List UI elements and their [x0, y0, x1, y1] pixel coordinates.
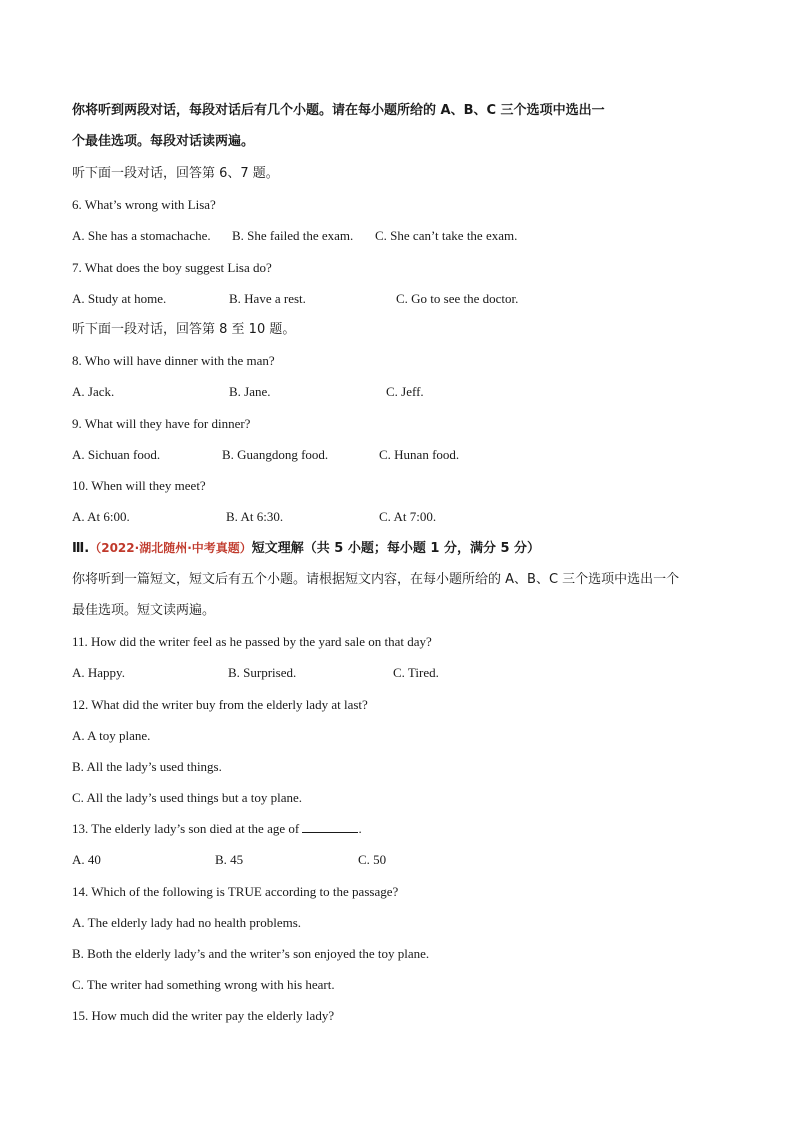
answer-blank [302, 820, 358, 833]
q7-stem: 7. What does the boy suggest Lisa do? [72, 260, 272, 275]
q8-option-c: C. Jeff. [386, 384, 424, 399]
q12-option-c: C. All the lady’s used things but a toy plane. [72, 790, 303, 805]
q14-option-c: C. The writer had something wrong with his heart. [72, 977, 335, 992]
q6-option-b: B. She failed the exam. [232, 228, 354, 243]
q10-option-c: C. At 7:00. [379, 509, 437, 524]
q9-option-c: C. Hunan food. [379, 447, 460, 462]
q12-option-a: A. A toy plane. [72, 728, 151, 743]
section3-heading [72, 539, 540, 558]
q7-option-c: C. Go to see the doctor. [396, 291, 519, 306]
q9-option-a: A. Sichuan food. [72, 447, 161, 462]
instructions-line-2: 个最佳选项。每段对话读两遍。 [72, 134, 255, 149]
q14-option-a: A. The elderly lady had no health problems. [72, 915, 302, 930]
q8-stem: 8. Who will have dinner with the man? [72, 353, 275, 368]
q6-option-c: C. She can’t take the exam. [375, 228, 518, 243]
q10-stem: 10. When will they meet? [72, 478, 206, 493]
q11-option-a: A. Happy. [72, 665, 125, 680]
q7-option-a: A. Study at home. [72, 291, 167, 306]
q10-option-a: A. At 6:00. [72, 509, 130, 524]
q12-option-b: B. All the lady’s used things. [72, 759, 222, 774]
instructions-line-1: 你将听到两段对话，每段对话后有几个小题。请在每小题所给的 A、B、C 三个选项中选出一 [72, 103, 605, 118]
q13-option-c: C. 50 [358, 852, 387, 867]
section-numeral: Ⅲ. [72, 541, 90, 556]
q12-stem: 12. What did the writer buy from the elderly lady at last? [72, 697, 368, 712]
q15-stem: 15. How much did the writer pay the elderly lady? [72, 1008, 335, 1023]
q8-option-b: B. Jane. [229, 384, 271, 399]
q11-option-c: C. Tired. [393, 665, 439, 680]
source-tag: （2022·湖北随州·中考真题） [89, 541, 252, 555]
q10-option-b: B. At 6:30. [226, 509, 284, 524]
q14-stem: 14. Which of the following is TRUE according to the passage? [72, 884, 399, 899]
q11-stem: 11. How did the writer feel as he passed by the yard sale on that day? [72, 634, 432, 649]
section3-instructions-line-1: 你将听到一篇短文，短文后有五个小题。请根据短文内容，在每小题所给的 A、B、C 三个选项中选出一个 [72, 572, 680, 587]
section-title: 短文理解（共 5 小题；每小题 1 分，满分 5 分） [251, 541, 541, 556]
section3-instructions-line-2: 最佳选项。短文读两遍。 [72, 603, 216, 618]
dialog1-intro: 听下面一段对话，回答第 6、7 题。 [72, 166, 279, 181]
q6-stem: 6. What’s wrong with Lisa? [72, 197, 216, 212]
q11-option-b: B. Surprised. [228, 665, 297, 680]
q13-stem [72, 820, 362, 838]
q8-option-a: A. Jack. [72, 384, 115, 399]
q13-stem-text: 13. The elderly lady’s son died at the age of [72, 821, 303, 836]
q13-option-b: B. 45 [215, 852, 244, 867]
q13-option-a: A. 40 [72, 852, 101, 867]
q13-stem-end: . [358, 821, 362, 836]
q14-option-b: B. Both the elderly lady’s and the writer’s son enjoyed the toy plane. [72, 946, 430, 961]
q9-option-b: B. Guangdong food. [222, 447, 329, 462]
q7-option-b: B. Have a rest. [229, 291, 306, 306]
dialog2-intro: 听下面一段对话，回答第 8 至 10 题。 [72, 322, 296, 337]
q9-stem: 9. What will they have for dinner? [72, 416, 251, 431]
q6-option-a: A. She has a stomachache. [72, 228, 211, 243]
